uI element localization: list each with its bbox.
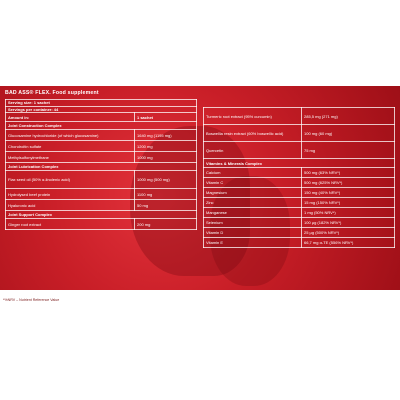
- vitamin-row: [204, 198, 395, 208]
- left-nutrition-table: [5, 99, 197, 230]
- vitamin-value: 66,7 mg α-TE (556% NRV*): [302, 238, 395, 248]
- feature-label: ACTIVE INGR. 10+: [70, 365, 88, 371]
- ingredient-name: Hyaluronic acid: [6, 200, 135, 211]
- ingredient-value: 75 mg: [302, 142, 395, 159]
- section-row: [6, 163, 197, 171]
- vitamin-value: 1 mg (50% NRV*): [302, 208, 395, 218]
- vitamin-name: Vitamin E: [204, 238, 302, 248]
- vitamin-row: [204, 218, 395, 228]
- ingredient-value: 100 mg (60 mg): [302, 125, 395, 142]
- ingredient-name: Quercetin: [204, 142, 302, 159]
- section-heading: Joint Lubrication Complex: [6, 163, 197, 171]
- ingredient-value: 200 mg: [135, 219, 197, 230]
- ingredient-value: 1640 mg (1195 mg): [135, 130, 197, 141]
- vitamin-value: 150 mg (40% NRV*): [302, 188, 395, 198]
- ingredient-row: [6, 130, 197, 141]
- serving-multiplier: x: [186, 369, 189, 374]
- vitamin-name: Selenium: [204, 218, 302, 228]
- ingredient-row: [204, 142, 395, 159]
- powder-icon: [12, 354, 23, 364]
- serving-size: Serving size: 1 sachet: [6, 100, 197, 107]
- vitamin-value: 500 mg (625% NRV*): [302, 178, 395, 188]
- ingredient-row: [6, 141, 197, 152]
- ingredient-row: [6, 219, 197, 230]
- vitamins-icon: [43, 354, 54, 364]
- ingredient-value: 1100 mg: [135, 189, 197, 200]
- ingredient-row: [204, 125, 395, 142]
- ingredient-name: Methylsulfonylmethane: [6, 152, 135, 163]
- ingredient-name: Hydrolysed beef protein: [6, 189, 135, 200]
- ingredient-name: Chondroitin sulfate: [6, 141, 135, 152]
- ingredient-row: [6, 189, 197, 200]
- vitamin-name: Manganese: [204, 208, 302, 218]
- ingredient-name: Flax seed oil (50% α-linolenic acid): [6, 171, 135, 189]
- vitamin-value: 25 µg (500% NRV*): [302, 228, 395, 238]
- section-heading: Joint Construction Complex: [6, 122, 197, 130]
- ingredient-row: [6, 200, 197, 211]
- vitamin-row: [204, 228, 395, 238]
- ingredient-name: Ginger root extract: [6, 219, 135, 230]
- ingredient-value: 1000 mg: [135, 152, 197, 163]
- section-heading: Vitamins & Minerals Complex: [204, 159, 395, 168]
- feature-label: VITAMINS 8: [41, 365, 55, 371]
- product-title: BAD ASS® FLEX. Food supplement: [5, 90, 99, 96]
- amount-unit: 1 sachet: [135, 113, 197, 122]
- scoop-icon: [193, 365, 202, 374]
- serving-count: 1: [178, 364, 185, 376]
- ingredient-value: 1000 mg (500 mg): [135, 171, 197, 189]
- section-heading: Joint Support Complex: [6, 211, 197, 219]
- vitamin-value: 100 µg (182% NRV*): [302, 218, 395, 228]
- feature-item: [37, 354, 59, 371]
- section-row: [6, 122, 197, 130]
- nrv-footnote: *%NRV – Nutrient Reference Value: [3, 298, 60, 302]
- feature-label: POWDER 44 servings: [10, 365, 24, 371]
- vitamin-row: [204, 168, 395, 178]
- vitamin-row: [204, 208, 395, 218]
- feature-item: [6, 354, 28, 371]
- vitamin-name: Vitamin D: [204, 228, 302, 238]
- vitamin-name: Magnesium: [204, 188, 302, 198]
- vitamin-row: [204, 188, 395, 198]
- vitamin-row: [204, 178, 395, 188]
- ingredient-name: Boswellia resin extract (60% boswellic acid): [204, 125, 302, 142]
- ingredient-value: 1200 mg: [135, 141, 197, 152]
- section-row: [6, 211, 197, 219]
- ingredient-row: [204, 108, 395, 125]
- ingredient-name: Glucosamine hydrochloride (of which glucosamine): [6, 130, 135, 141]
- feature-item: [68, 354, 90, 371]
- vitamin-value: 500 mg (63% NRV*): [302, 168, 395, 178]
- amount-header-row: [6, 113, 197, 122]
- right-nutrition-table: [203, 107, 395, 248]
- serving-indicator: [178, 364, 238, 376]
- vitamin-row: [204, 238, 395, 248]
- feature-icons: [6, 354, 90, 371]
- ingredient-name: Turmeric root extract (95% curcumin): [204, 108, 302, 125]
- vitamin-name: Calcium: [204, 168, 302, 178]
- ingredient-value: 50 mg: [135, 200, 197, 211]
- vitamin-value: 15 mg (150% NRV*): [302, 198, 395, 208]
- serving-unit: serving: [222, 369, 236, 374]
- actives-icon: [74, 354, 85, 364]
- ingredient-value: 285,5 mg (271 mg): [302, 108, 395, 125]
- ingredient-row: [6, 152, 197, 163]
- servings-per-container: Servings per container: 44: [6, 106, 197, 113]
- serving-equals: = 1: [205, 364, 221, 376]
- ingredient-row: [6, 171, 197, 189]
- section-row: [204, 159, 395, 168]
- vitamin-name: Vitamin C: [204, 178, 302, 188]
- vitamin-name: Zinc: [204, 198, 302, 208]
- amount-label: Amount in:: [6, 113, 135, 122]
